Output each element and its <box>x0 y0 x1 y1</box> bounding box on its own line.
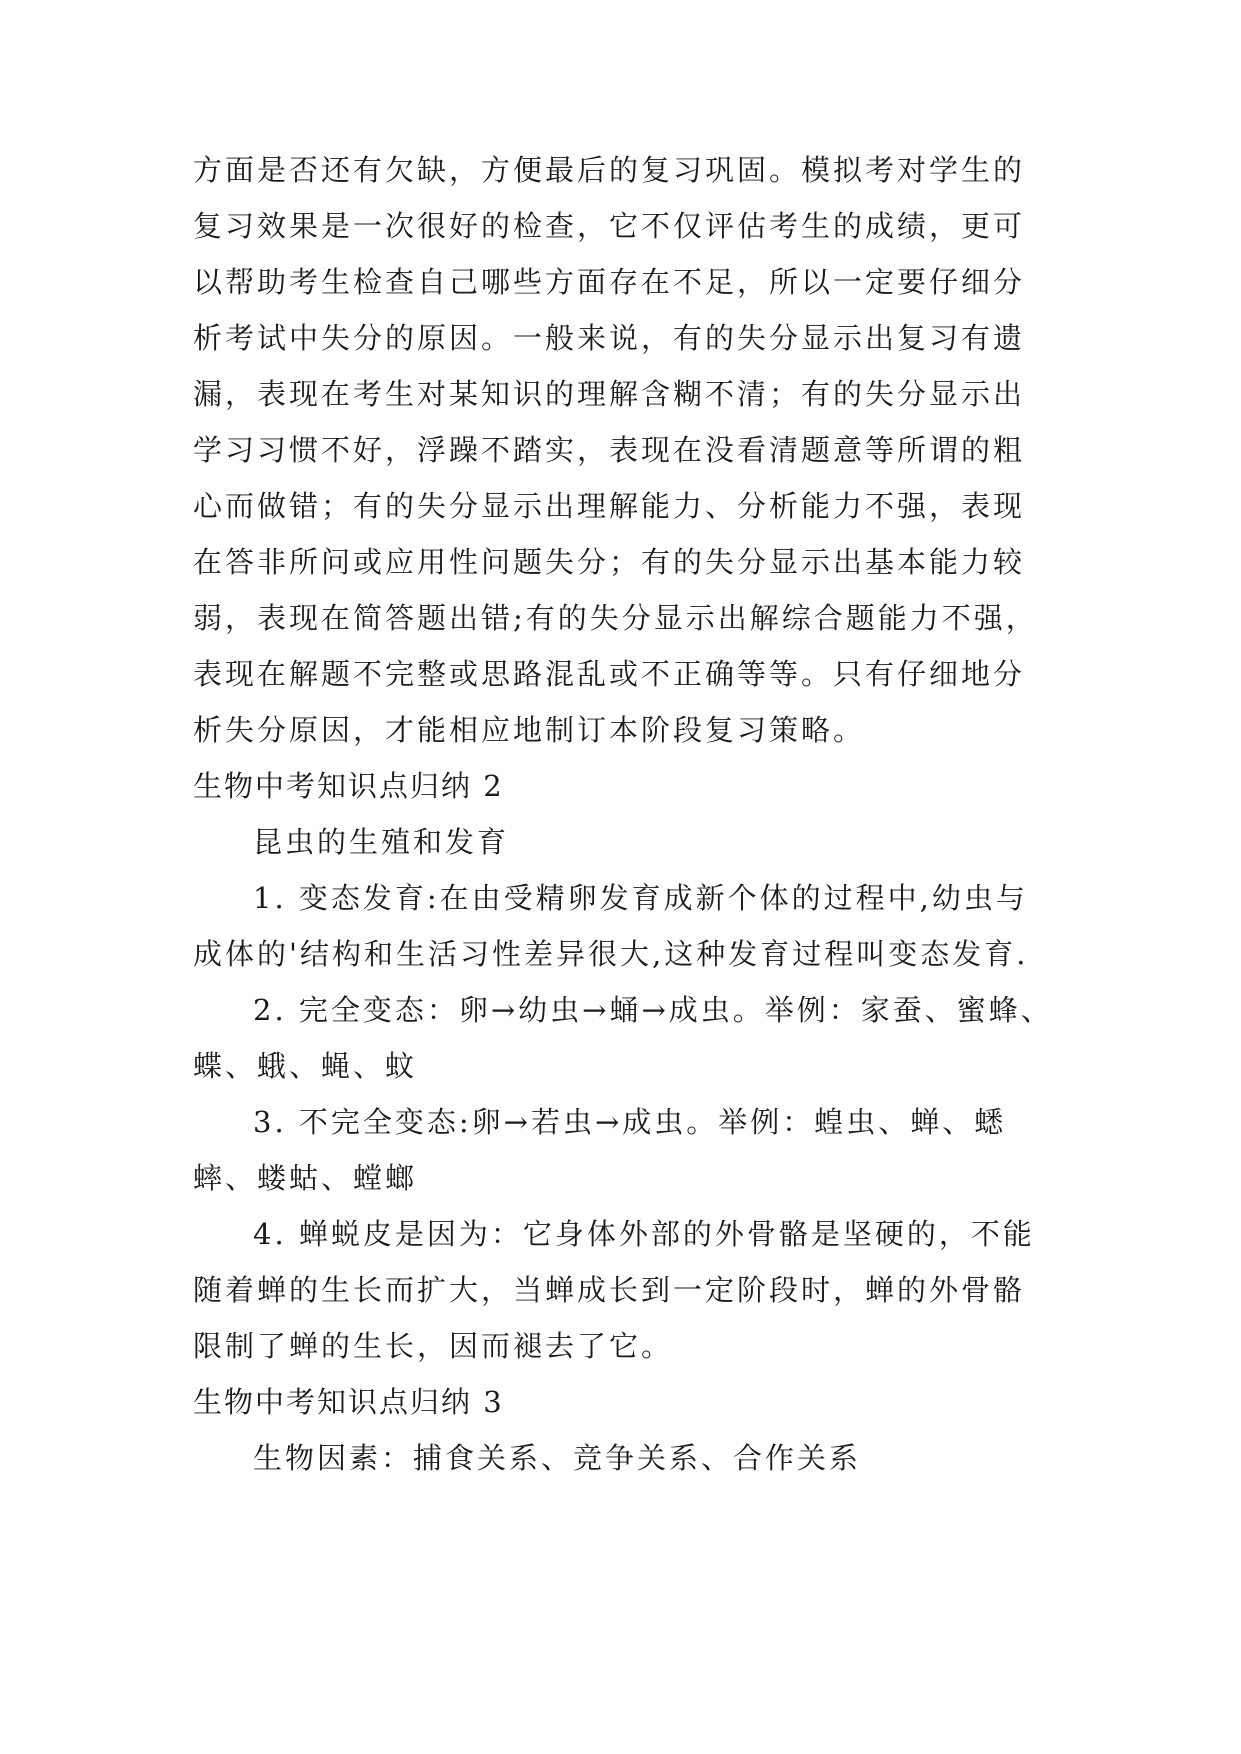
paragraph-line: 昆虫的生殖和发育 <box>253 825 510 859</box>
paragraph-line: 生物因素：捕食关系、竞争关系、合作关系 <box>253 1441 862 1475</box>
paragraph-line: 表现在解题不完整或思路混乱或不正确等等。只有仔细地分 <box>193 657 1026 691</box>
paragraph-line: 学习习惯不好，浮躁不踏实，表现在没看清题意等所谓的粗 <box>193 433 1026 467</box>
paragraph-line: 析失分原因，才能相应地制订本阶段复习策略。 <box>193 713 866 747</box>
paragraph-line: 随着蝉的生长而扩大，当蝉成长到一定阶段时，蝉的外骨骼 <box>193 1273 1026 1307</box>
paragraph-line: 方面是否还有欠缺，方便最后的复习巩固。模拟考对学生的 <box>193 153 1026 187</box>
list-item: 1. 变态发育:在由受精卵发育成新个体的过程中,幼虫与 <box>253 881 1028 915</box>
paragraph-line: 析考试中失分的原因。一般来说，有的失分显示出复习有遗 <box>193 321 1026 355</box>
paragraph-line: 漏，表现在考生对某知识的理解含糊不清；有的失分显示出 <box>193 377 1026 411</box>
paragraph-line: 以帮助考生检查自己哪些方面存在不足，所以一定要仔细分 <box>193 265 1026 299</box>
list-item: 4. 蝉蜕皮是因为：它身体外部的外骨骼是坚硬的，不能 <box>253 1217 1035 1251</box>
list-item: 3. 不完全变态:卵→若虫→成虫。举例：蝗虫、蝉、蟋 <box>253 1105 1007 1139</box>
paragraph-line: 成体的'结构和生活习性差异很大,这种发育过程叫变态发育. <box>193 937 1029 971</box>
paragraph-line: 弱，表现在简答题出错;有的失分显示出解综合题能力不强， <box>193 601 1038 635</box>
paragraph-line: 心而做错；有的失分显示出理解能力、分析能力不强，表现 <box>193 489 1026 523</box>
paragraph-line: 蝶、蛾、蝇、蚊 <box>193 1049 418 1083</box>
paragraph-line: 限制了蝉的生长，因而褪去了它。 <box>193 1329 674 1363</box>
paragraph-line: 复习效果是一次很好的检查，它不仅评估考生的成绩，更可 <box>193 209 1026 243</box>
section-heading: 生物中考知识点归纳 3 <box>193 1385 504 1419</box>
paragraph-line: 在答非所问或应用性问题失分；有的失分显示出基本能力较 <box>193 545 1026 579</box>
section-heading: 生物中考知识点归纳 2 <box>193 769 504 803</box>
list-item: 2. 完全变态：卵→幼虫→蛹→成虫。举例：家蚕、蜜蜂、 <box>253 993 1053 1027</box>
paragraph-line: 蟀、蝼蛄、螳螂 <box>193 1161 418 1195</box>
